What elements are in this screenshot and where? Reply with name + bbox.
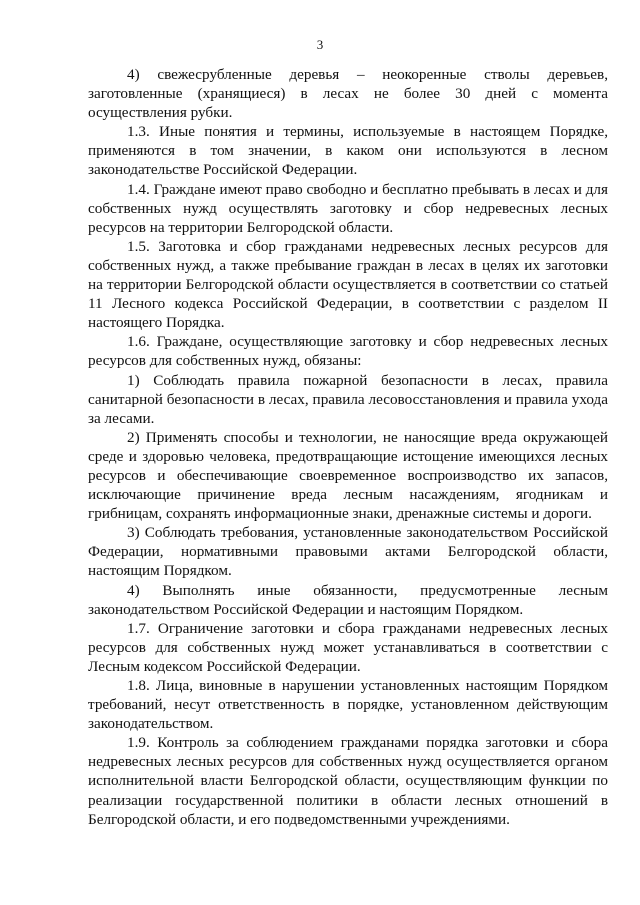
page-number: 3: [316, 37, 324, 52]
paragraph-1-6-item-3: 3) Соблюдать требования, установленные законодательством Российской Федерации, нормативными правовыми актами Белгородской области, настоящим Порядком.: [88, 524, 608, 580]
paragraph-1-9: 1.9. Контроль за соблюдением гражданами порядка заготовки и сбора недревесных лесных ресурсов для собственных нужд осуществляется органом исполнительной власти Белгородской области, осуществляющим функции по реализации государственной политики в области лесных отношений в Белгородской области, и его подведомственными учреждениями.: [88, 734, 608, 828]
paragraph-1-7: 1.7. Ограничение заготовки и сбора гражданами недревесных лесных ресурсов для собственных нужд может устанавливаться в соответствии с Лесным кодексом Российской Федерации.: [88, 619, 608, 675]
paragraph-1-6-item-4: 4) Выполнять иные обязанности, предусмотренные лесным законодательством Российской Федерации и настоящим Порядком.: [88, 581, 608, 618]
document-body: [88, 65, 608, 829]
paragraph-1-4: 1.4. Граждане имеют право свободно и бесплатно пребывать в лесах и для собственных нужд осуществлять заготовку и сбор недревесных лесных ресурсов на территории Белгородской области.: [88, 180, 608, 236]
paragraph-1-6-item-2: 2) Применять способы и технологии, не наносящие вреда окружающей среде и здоровью человека, предотвращающие истощение имеющихся лесных ресурсов и обеспечивающие своевременное воспроизводство их запасов, исключающие причинение вреда лесным насаждениям, ягодникам и грибницам, сохранять информационные знаки, дренажные системы и дороги.: [88, 428, 608, 523]
paragraph-1-6: 1.6. Граждане, осуществляющие заготовку и сбор недревесных лесных ресурсов для собственных нужд, обязаны:: [88, 333, 608, 370]
paragraph-1-5: 1.5. Заготовка и сбор гражданами недревесных лесных ресурсов для собственных нужд, а также пребывание граждан в лесах в целях их заготовки на территории Белгородской области осуществляется в соответствии со статьей 11 Лесного кодекса Российской Федерации, в соответствии с разделом II настоящего Порядка.: [88, 237, 608, 332]
paragraph-1-6-item-1: 1) Соблюдать правила пожарной безопасности в лесах, правила санитарной безопасности в лесах, правила лесовосстановления и правила ухода за лесами.: [88, 371, 608, 427]
paragraph-definition-4: 4) свежесрубленные деревья – неокоренные стволы деревьев, заготовленные (хранящиеся) в лесах не более 30 дней с момента осуществления рубки.: [88, 66, 608, 122]
paragraph-1-8: 1.8. Лица, виновные в нарушении установленных настоящим Порядком требований, несут ответственность в порядке, установленном действующим законодательством.: [88, 677, 608, 733]
paragraph-1-3: 1.3. Иные понятия и термины, используемые в настоящем Порядке, применяются в том значении, в каком они используются в лесном законодательстве Российской Федерации.: [88, 123, 608, 179]
